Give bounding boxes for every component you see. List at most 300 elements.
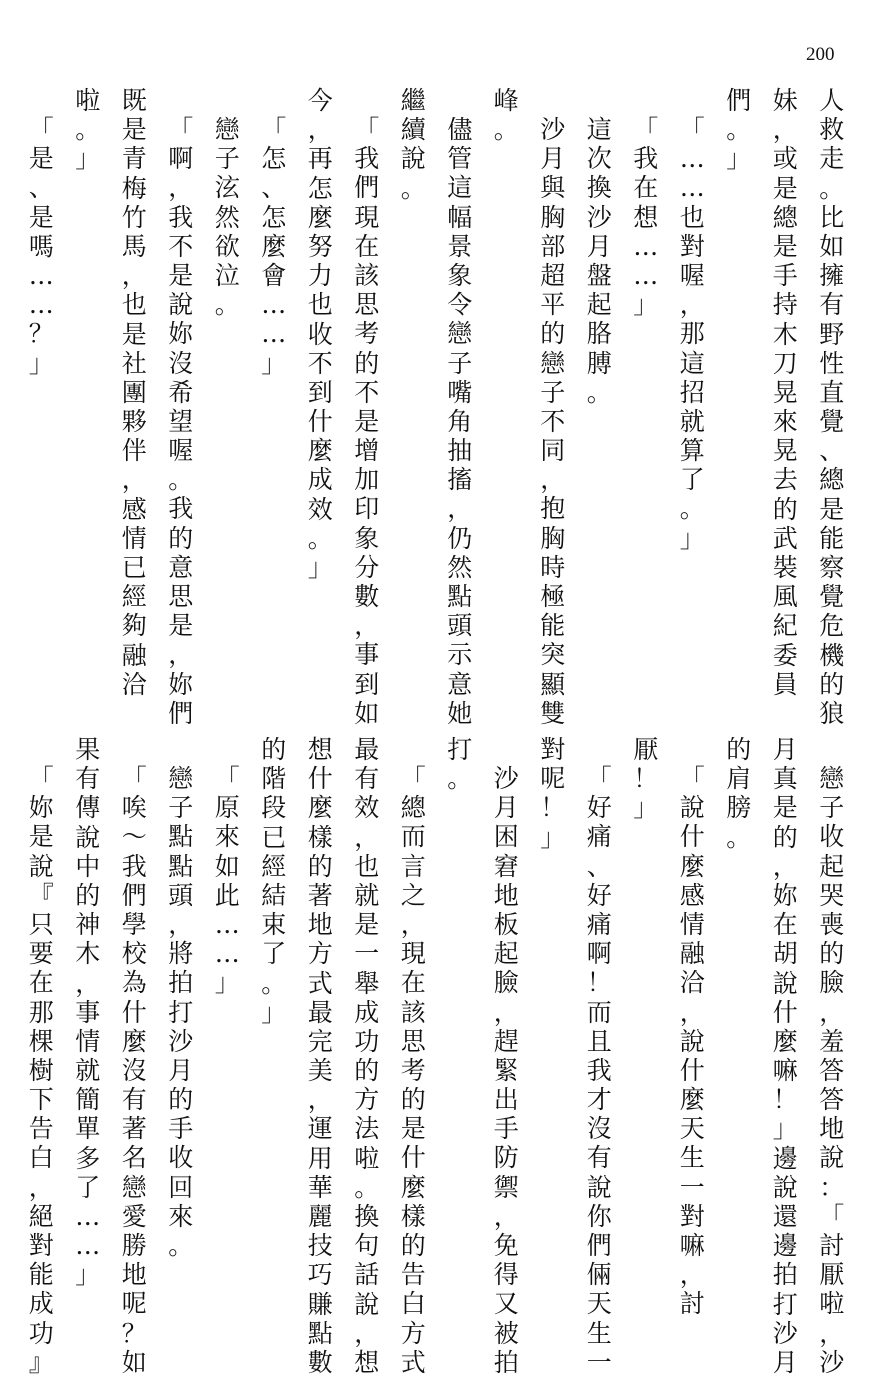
- glyph: 呢: [121, 1289, 147, 1319]
- glyph: 。: [679, 494, 705, 524]
- glyph: 學: [121, 909, 147, 939]
- glyph: 討: [679, 1289, 705, 1319]
- glyph: ，: [772, 115, 798, 145]
- text-column: [344, 86, 391, 728]
- glyph: 武: [772, 523, 798, 553]
- text-column: [669, 86, 716, 686]
- text-column: [297, 86, 344, 686]
- glyph: 子: [214, 144, 240, 174]
- glyph: 啊: [586, 939, 612, 969]
- glyph: 邊: [772, 1231, 798, 1261]
- glyph: ，: [447, 494, 473, 524]
- glyph: 被: [493, 1318, 519, 1348]
- glyph: 說: [586, 1172, 612, 1202]
- text-column: [437, 86, 484, 728]
- glyph: 現: [354, 202, 380, 232]
- text-column: [669, 735, 716, 1335]
- text-column: [390, 735, 437, 1377]
- glyph: 麼: [307, 793, 333, 823]
- glyph: 羞: [819, 1026, 845, 1056]
- glyph: 雙: [540, 698, 566, 728]
- glyph: 最: [307, 997, 333, 1027]
- glyph: ，: [540, 465, 566, 495]
- glyph: 不: [354, 377, 380, 407]
- glyph: 沙: [168, 1026, 194, 1056]
- glyph: 情: [75, 1026, 101, 1056]
- glyph: 。: [493, 115, 519, 145]
- glyph: 怎: [307, 173, 333, 203]
- glyph: 說: [354, 1289, 380, 1319]
- text-column: [18, 735, 65, 1377]
- glyph: 超: [540, 260, 566, 290]
- glyph: 想: [307, 735, 333, 764]
- text-column: [390, 86, 437, 686]
- glyph: 地: [493, 880, 519, 910]
- glyph: 是: [121, 319, 147, 349]
- glyph: 融: [121, 640, 147, 670]
- glyph: 印: [354, 494, 380, 524]
- glyph: 。: [400, 173, 426, 203]
- glyph: 效: [354, 793, 380, 823]
- glyph: 來: [214, 822, 240, 852]
- glyph: 戀: [819, 764, 845, 793]
- glyph: 膊: [586, 348, 612, 378]
- glyph: 天: [586, 1289, 612, 1319]
- glyph: …: [261, 319, 287, 349]
- glyph: 沒: [121, 1055, 147, 1085]
- glyph: 痛: [586, 822, 612, 852]
- glyph: 、: [819, 436, 845, 466]
- glyph: 算: [679, 436, 705, 466]
- glyph: 喔: [679, 260, 705, 290]
- glyph: 了: [679, 465, 705, 495]
- glyph: 員: [772, 669, 798, 699]
- glyph: 話: [354, 1260, 380, 1290]
- text-column: [483, 86, 530, 686]
- glyph: 愛: [121, 1201, 147, 1231]
- text-column: [809, 735, 856, 1377]
- glyph: 她: [447, 698, 473, 728]
- glyph: 那: [679, 319, 705, 349]
- glyph: 點: [307, 1318, 333, 1348]
- glyph: 的: [307, 851, 333, 881]
- glyph: 說: [772, 968, 798, 998]
- glyph: ，: [819, 1318, 845, 1348]
- glyph: 事: [354, 640, 380, 670]
- glyph: 是: [28, 144, 54, 174]
- glyph: 怎: [261, 144, 287, 174]
- glyph: 打: [168, 997, 194, 1027]
- glyph: 部: [540, 231, 566, 261]
- glyph: 邊: [772, 1143, 798, 1173]
- glyph: 答: [819, 1085, 845, 1115]
- glyph: 沒: [168, 348, 194, 378]
- glyph: 裝: [772, 553, 798, 582]
- glyph: 段: [261, 793, 287, 823]
- glyph: 喔: [168, 436, 194, 466]
- glyph: ，: [307, 115, 333, 145]
- glyph: ，: [307, 1085, 333, 1115]
- glyph: 告: [28, 1114, 54, 1144]
- glyph: 也: [307, 290, 333, 320]
- glyph: 意: [447, 669, 473, 699]
- glyph: 盤: [586, 260, 612, 290]
- glyph: 」: [772, 1114, 798, 1144]
- page-number: 200: [806, 44, 835, 65]
- glyph: 沙: [493, 764, 519, 793]
- glyph: 」: [633, 793, 659, 823]
- glyph: 事: [75, 997, 101, 1027]
- glyph: ，: [772, 851, 798, 881]
- glyph: 回: [168, 1172, 194, 1202]
- glyph: 子: [540, 377, 566, 407]
- glyph: 月: [772, 1347, 798, 1377]
- glyph: 的: [772, 494, 798, 524]
- glyph: 「: [354, 115, 380, 144]
- glyph: 「: [679, 764, 705, 793]
- text-column: [344, 735, 391, 1377]
- glyph: 洽: [121, 669, 147, 699]
- glyph: 什: [679, 1055, 705, 1085]
- glyph: 有: [121, 1085, 147, 1115]
- glyph: 夠: [121, 611, 147, 641]
- glyph: 」: [307, 553, 333, 582]
- text-column: [483, 735, 530, 1377]
- glyph: 察: [819, 553, 845, 582]
- glyph: 出: [493, 1085, 519, 1115]
- glyph: 人: [819, 86, 845, 115]
- glyph: 多: [75, 1143, 101, 1173]
- glyph: 名: [121, 1143, 147, 1173]
- glyph: 我: [354, 144, 380, 174]
- glyph: ！: [633, 764, 659, 794]
- glyph: 希: [168, 377, 194, 407]
- text-column: [18, 86, 65, 686]
- glyph: 招: [679, 377, 705, 407]
- glyph: 竹: [121, 202, 147, 232]
- glyph: 的: [819, 939, 845, 969]
- glyph: 就: [354, 880, 380, 910]
- glyph: 如: [819, 231, 845, 261]
- glyph: 去: [772, 465, 798, 495]
- glyph: ，: [400, 909, 426, 939]
- bottom-text-block: [18, 735, 855, 1377]
- glyph: 勝: [121, 1231, 147, 1260]
- glyph: 月: [168, 1055, 194, 1085]
- glyph: 象: [354, 523, 380, 553]
- glyph: 的: [261, 735, 287, 764]
- glyph: 方: [400, 1318, 426, 1348]
- glyph: …: [28, 290, 54, 320]
- text-column: [251, 735, 298, 1335]
- glyph: 妳: [168, 669, 194, 699]
- glyph: ，: [354, 1318, 380, 1348]
- glyph: 們: [354, 173, 380, 203]
- glyph: 「: [28, 115, 54, 144]
- glyph: 一: [354, 939, 380, 969]
- glyph: ！: [586, 968, 612, 998]
- glyph: 這: [679, 348, 705, 378]
- glyph: 了: [75, 1172, 101, 1202]
- glyph: 沙: [586, 202, 612, 232]
- glyph: 「: [168, 115, 194, 144]
- glyph: 是: [772, 231, 798, 261]
- glyph: 已: [261, 822, 287, 852]
- glyph: 不: [540, 406, 566, 436]
- glyph: 欲: [214, 231, 240, 261]
- glyph: 啊: [168, 144, 194, 174]
- text-column: [297, 735, 344, 1377]
- glyph: 委: [772, 640, 798, 670]
- glyph: 感: [121, 494, 147, 524]
- glyph: 啦: [819, 1289, 845, 1319]
- glyph: 」: [261, 348, 287, 378]
- glyph: 哭: [819, 880, 845, 910]
- glyph: 加: [354, 465, 380, 495]
- glyph: 不: [168, 231, 194, 261]
- glyph: 是: [28, 822, 54, 852]
- glyph: 」: [679, 523, 705, 553]
- glyph: 狼: [819, 698, 845, 728]
- glyph: 絕: [28, 1201, 54, 1231]
- glyph: 融: [679, 939, 705, 969]
- glyph: 胸: [540, 202, 566, 232]
- text-column: [809, 86, 856, 728]
- glyph: 野: [819, 319, 845, 349]
- glyph: 說: [75, 822, 101, 852]
- glyph: 「: [586, 764, 612, 793]
- glyph: 「: [400, 764, 426, 793]
- glyph: 月: [586, 231, 612, 261]
- text-column: [437, 735, 484, 1335]
- glyph: 一: [679, 1172, 705, 1202]
- glyph: 什: [679, 822, 705, 852]
- glyph: 既: [121, 86, 147, 115]
- glyph: ，: [75, 968, 101, 998]
- glyph: 得: [493, 1260, 519, 1290]
- glyph: 我: [633, 144, 659, 174]
- glyph: 紀: [772, 611, 798, 641]
- glyph: 木: [75, 939, 101, 969]
- glyph: 持: [772, 290, 798, 320]
- glyph: 起: [819, 851, 845, 881]
- glyph: 情: [121, 523, 147, 553]
- glyph: 運: [307, 1114, 333, 1144]
- text-column: [762, 735, 809, 1377]
- glyph: 夥: [121, 407, 147, 437]
- glyph: ，: [121, 261, 147, 291]
- glyph: 拍: [772, 1260, 798, 1290]
- glyph: 在: [400, 968, 426, 998]
- glyph: 與: [540, 173, 566, 203]
- glyph: 束: [261, 910, 287, 940]
- glyph: …: [679, 144, 705, 174]
- glyph: ，: [679, 290, 705, 320]
- glyph: 麼: [400, 1172, 426, 1202]
- glyph: 完: [307, 1026, 333, 1056]
- glyph: …: [28, 260, 54, 290]
- glyph: 美: [307, 1056, 333, 1086]
- text-column: [623, 735, 670, 1335]
- glyph: 」: [261, 997, 287, 1027]
- glyph: 能: [28, 1260, 54, 1290]
- glyph: 抽: [447, 436, 473, 466]
- glyph: 戀: [540, 348, 566, 378]
- glyph: 「: [214, 764, 240, 793]
- glyph: 努: [307, 231, 333, 261]
- glyph: 你: [586, 1201, 612, 1231]
- glyph: 來: [772, 407, 798, 437]
- glyph: 數: [307, 1347, 333, 1377]
- text-column: [65, 735, 112, 1335]
- glyph: 戀: [168, 764, 194, 793]
- text-column: [158, 86, 205, 728]
- text-column: [716, 735, 763, 1335]
- glyph: 起: [586, 290, 612, 320]
- glyph: 時: [540, 552, 566, 582]
- glyph: 賺: [307, 1289, 333, 1319]
- glyph: 景: [447, 231, 473, 261]
- glyph: 子: [447, 348, 473, 378]
- glyph: 麼: [261, 231, 287, 261]
- text-column: [204, 86, 251, 686]
- glyph: 那: [28, 997, 54, 1027]
- glyph: 說: [400, 144, 426, 174]
- text-column: [623, 86, 670, 686]
- glyph: 令: [447, 290, 473, 320]
- glyph: 極: [540, 582, 566, 611]
- glyph: 「: [261, 115, 287, 144]
- glyph: 只: [28, 909, 54, 939]
- glyph: 麼: [679, 851, 705, 881]
- glyph: 著: [307, 880, 333, 910]
- text-column: [111, 735, 158, 1377]
- glyph: 點: [447, 582, 473, 611]
- glyph: 也: [679, 202, 705, 232]
- glyph: ，: [168, 909, 194, 939]
- glyph: 好: [586, 793, 612, 823]
- glyph: 才: [586, 1085, 612, 1115]
- glyph: 」: [726, 144, 752, 174]
- glyph: 厭: [819, 1260, 845, 1290]
- glyph: 力: [307, 261, 333, 291]
- glyph: 手: [493, 1114, 519, 1144]
- glyph: 「: [819, 1201, 845, 1231]
- glyph: 我: [168, 202, 194, 232]
- glyph: 。: [307, 523, 333, 553]
- glyph: …: [75, 1231, 101, 1261]
- glyph: ？: [121, 1318, 147, 1348]
- glyph: 青: [121, 144, 147, 174]
- glyph: 手: [168, 1114, 194, 1144]
- text-column: [251, 86, 298, 686]
- glyph: 呢: [540, 764, 566, 794]
- glyph: 情: [679, 909, 705, 939]
- glyph: 收: [168, 1143, 194, 1173]
- glyph: 就: [75, 1056, 101, 1086]
- glyph: 對: [679, 1201, 705, 1231]
- glyph: 也: [121, 290, 147, 320]
- glyph: 生: [586, 1318, 612, 1348]
- glyph: 沒: [586, 1114, 612, 1144]
- glyph: 打: [772, 1289, 798, 1319]
- glyph: 總: [772, 202, 798, 232]
- glyph: 又: [493, 1289, 519, 1319]
- glyph: ，: [679, 997, 705, 1027]
- glyph: 禦: [493, 1172, 519, 1202]
- glyph: 沙: [819, 1347, 845, 1377]
- glyph: 。: [726, 822, 752, 852]
- glyph: 考: [354, 319, 380, 349]
- glyph: 功: [28, 1318, 54, 1348]
- glyph: 是: [819, 494, 845, 524]
- glyph: 總: [400, 793, 426, 823]
- glyph: 「: [633, 115, 659, 144]
- glyph: 打: [447, 735, 473, 764]
- glyph: ！: [540, 793, 566, 823]
- glyph: 「: [679, 115, 705, 144]
- glyph: …: [261, 290, 287, 320]
- text-column: [576, 86, 623, 686]
- glyph: 們: [121, 880, 147, 910]
- glyph: 答: [819, 1055, 845, 1085]
- text-column: [204, 735, 251, 1335]
- glyph: 到: [307, 377, 333, 407]
- glyph: 妹: [772, 86, 798, 115]
- glyph: 是: [28, 202, 54, 232]
- glyph: 地: [307, 910, 333, 940]
- glyph: …: [633, 231, 659, 261]
- glyph: 角: [447, 406, 473, 436]
- glyph: 會: [261, 260, 287, 290]
- glyph: 對: [540, 735, 566, 764]
- glyph: 的: [772, 822, 798, 852]
- glyph: 社: [121, 348, 147, 378]
- glyph: 要: [28, 939, 54, 969]
- glyph: 舉: [354, 968, 380, 998]
- glyph: 麗: [307, 1202, 333, 1231]
- glyph: 什: [400, 1143, 426, 1173]
- glyph: 之: [400, 880, 426, 910]
- glyph: 馬: [121, 231, 147, 261]
- glyph: 總: [819, 465, 845, 495]
- glyph: 思: [400, 1026, 426, 1056]
- glyph: 也: [354, 851, 380, 881]
- glyph: 神: [75, 910, 101, 940]
- glyph: 想: [354, 1347, 380, 1377]
- glyph: 。: [586, 377, 612, 407]
- glyph: 月: [493, 793, 519, 823]
- glyph: 啦: [354, 1143, 380, 1173]
- glyph: 『: [28, 880, 54, 910]
- glyph: 胳: [586, 319, 612, 349]
- glyph: 什: [307, 764, 333, 794]
- glyph: 是: [400, 1114, 426, 1144]
- glyph: 泣: [214, 260, 240, 290]
- glyph: 妳: [28, 793, 54, 823]
- glyph: ，: [679, 1260, 705, 1290]
- glyph: 木: [772, 319, 798, 349]
- glyph: 。: [726, 115, 752, 145]
- glyph: 刀: [772, 348, 798, 378]
- glyph: 白: [28, 1143, 54, 1173]
- glyph: 有: [75, 764, 101, 794]
- glyph: 覺: [819, 582, 845, 612]
- glyph: 麼: [121, 1026, 147, 1056]
- glyph: …: [633, 260, 659, 290]
- glyph: 分: [354, 552, 380, 582]
- glyph: 。: [75, 115, 101, 145]
